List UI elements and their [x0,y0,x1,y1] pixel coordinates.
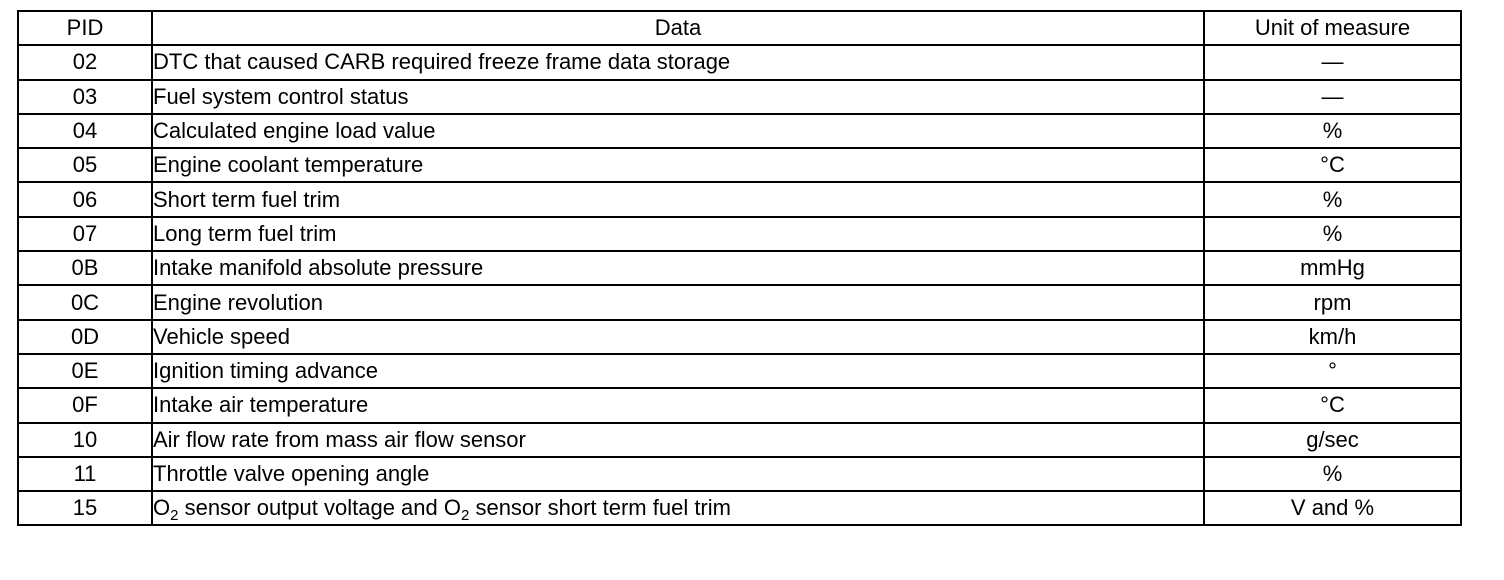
pid-cell: 0B [18,251,152,285]
header-unit: Unit of measure [1204,11,1461,45]
unit-cell: V and % [1204,491,1461,525]
unit-cell: °C [1204,148,1461,182]
table-header-row [18,11,1461,45]
pid-cell: 11 [18,457,152,491]
table-row [18,423,1461,457]
data-cell: Ignition timing advance [152,354,1204,388]
pid-cell: 10 [18,423,152,457]
data-cell: Intake air temperature [152,388,1204,422]
data-cell: Fuel system control status [152,80,1204,114]
unit-cell: ° [1204,354,1461,388]
pid-cell: 04 [18,114,152,148]
table-row [18,354,1461,388]
freeze-frame-pid-table [17,10,1462,526]
pid-cell: 0C [18,285,152,319]
table-row [18,388,1461,422]
pid-cell: 07 [18,217,152,251]
unit-cell: mmHg [1204,251,1461,285]
unit-cell: % [1204,457,1461,491]
data-cell: Intake manifold absolute pressure [152,251,1204,285]
table-row [18,491,1461,525]
table-row [18,457,1461,491]
pid-cell: 0D [18,320,152,354]
table-row [18,251,1461,285]
pid-cell: 0E [18,354,152,388]
subscript-2-b: 2 [461,507,470,525]
data-cell: DTC that caused CARB required freeze frame data storage [152,45,1204,79]
unit-cell: % [1204,217,1461,251]
table-row [18,217,1461,251]
unit-cell: rpm [1204,285,1461,319]
unit-cell: % [1204,182,1461,216]
subscript-2-a: 2 [170,507,179,525]
data-cell: Air flow rate from mass air flow sensor [152,423,1204,457]
pid-cell: 0F [18,388,152,422]
data-text-middle: sensor output voltage and O [178,495,461,521]
data-cell: Calculated engine load value [152,114,1204,148]
table-row [18,114,1461,148]
data-cell [152,491,1204,525]
table-row [18,320,1461,354]
unit-cell: km/h [1204,320,1461,354]
table-row [18,285,1461,319]
data-cell: Vehicle speed [152,320,1204,354]
data-text-end: sensor short term fuel trim [469,495,731,521]
unit-cell: % [1204,114,1461,148]
data-cell: Short term fuel trim [152,182,1204,216]
table-row [18,148,1461,182]
data-cell: Long term fuel trim [152,217,1204,251]
data-cell: Engine revolution [152,285,1204,319]
header-pid: PID [18,11,152,45]
pid-cell: 02 [18,45,152,79]
unit-cell: — [1204,80,1461,114]
unit-cell: — [1204,45,1461,79]
header-data: Data [152,11,1204,45]
pid-cell: 15 [18,491,152,525]
pid-cell: 03 [18,80,152,114]
data-text-o2-a: O [153,495,171,521]
pid-cell: 06 [18,182,152,216]
data-cell: Throttle valve opening angle [152,457,1204,491]
table-row [18,182,1461,216]
unit-cell: °C [1204,388,1461,422]
unit-cell: g/sec [1204,423,1461,457]
pid-cell: 05 [18,148,152,182]
table-row [18,80,1461,114]
data-cell: Engine coolant temperature [152,148,1204,182]
table-row [18,45,1461,79]
